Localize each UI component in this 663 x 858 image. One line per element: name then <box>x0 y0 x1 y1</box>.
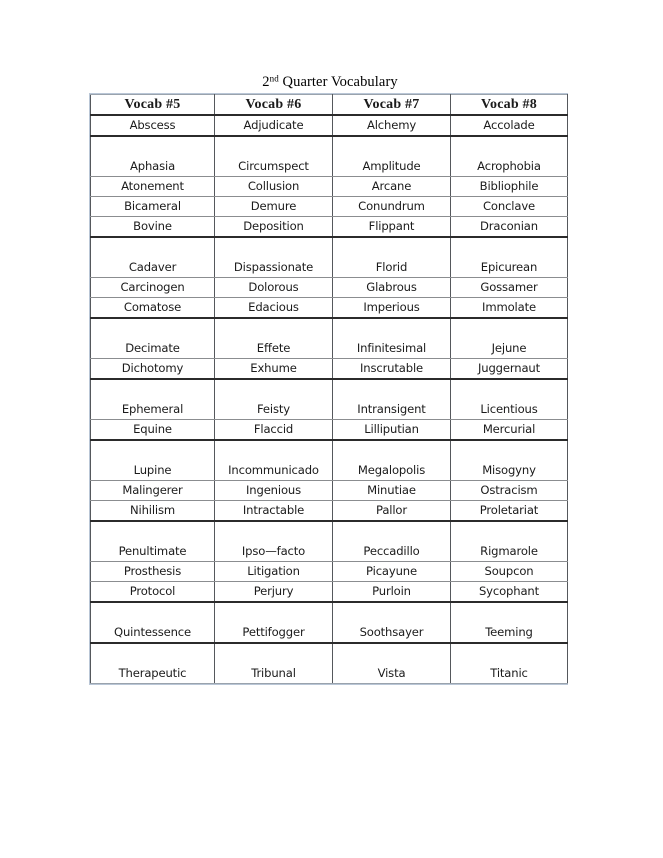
vocab-cell: Intransigent <box>333 379 451 420</box>
vocab-cell: Sycophant <box>451 582 568 603</box>
vocab-cell: Glabrous <box>333 278 451 298</box>
vocab-cell: Effete <box>215 318 333 359</box>
vocab-cell: Proletariat <box>451 501 568 522</box>
vocab-cell: Dichotomy <box>91 359 215 380</box>
table-row <box>91 440 568 481</box>
vocab-cell: Deposition <box>215 217 333 238</box>
vocab-cell: Flippant <box>333 217 451 238</box>
vocab-cell: Tribunal <box>215 643 333 684</box>
vocab-cell: Pettifogger <box>215 602 333 643</box>
vocab-cell: Edacious <box>215 298 333 319</box>
vocab-cell: Bibliophile <box>451 177 568 197</box>
vocab-cell: Perjury <box>215 582 333 603</box>
table-row <box>91 115 568 136</box>
vocab-cell: Immolate <box>451 298 568 319</box>
vocab-cell: Ephemeral <box>91 379 215 420</box>
vocab-cell: Abscess <box>91 115 215 136</box>
vocab-cell: Licentious <box>451 379 568 420</box>
vocab-cell: Adjudicate <box>215 115 333 136</box>
table-row <box>91 197 568 217</box>
vocab-cell: Soothsayer <box>333 602 451 643</box>
vocab-cell: Infinitesimal <box>333 318 451 359</box>
vocab-cell: Quintessence <box>91 602 215 643</box>
table-body <box>91 115 568 684</box>
column-header-vocab-6: Vocab #6 <box>215 95 333 116</box>
vocab-cell: Penultimate <box>91 521 215 562</box>
vocab-cell: Peccadillo <box>333 521 451 562</box>
vocabulary-table <box>90 94 568 684</box>
vocab-cell: Minutiae <box>333 481 451 501</box>
table-row <box>91 602 568 643</box>
vocab-cell: Lupine <box>91 440 215 481</box>
vocab-cell: Florid <box>333 237 451 278</box>
vocab-cell: Malingerer <box>91 481 215 501</box>
column-header-vocab-7: Vocab #7 <box>333 95 451 116</box>
vocab-cell: Alchemy <box>333 115 451 136</box>
vocab-cell: Flaccid <box>215 420 333 441</box>
vocab-cell: Intractable <box>215 501 333 522</box>
vocab-cell: Collusion <box>215 177 333 197</box>
vocab-cell: Feisty <box>215 379 333 420</box>
vocab-cell: Dispassionate <box>215 237 333 278</box>
vocab-cell: Demure <box>215 197 333 217</box>
vocab-cell: Ingenious <box>215 481 333 501</box>
table-row <box>91 481 568 501</box>
table-row <box>91 521 568 562</box>
vocab-cell: Megalopolis <box>333 440 451 481</box>
vocab-cell: Litigation <box>215 562 333 582</box>
vocab-cell: Ipso—facto <box>215 521 333 562</box>
vocab-cell: Imperious <box>333 298 451 319</box>
table-row <box>91 278 568 298</box>
table-row <box>91 582 568 603</box>
vocab-cell: Circumspect <box>215 136 333 177</box>
table-row <box>91 420 568 441</box>
table-row <box>91 136 568 177</box>
vocab-cell: Conundrum <box>333 197 451 217</box>
vocab-cell: Bicameral <box>91 197 215 217</box>
page-title <box>90 74 570 91</box>
table-row <box>91 298 568 319</box>
page-title-text: Quarter Vocabulary <box>278 74 398 90</box>
table-row <box>91 359 568 380</box>
vocab-cell: Picayune <box>333 562 451 582</box>
vocab-cell: Teeming <box>451 602 568 643</box>
vocab-cell: Gossamer <box>451 278 568 298</box>
vocab-cell: Misogyny <box>451 440 568 481</box>
vocab-cell: Therapeutic <box>91 643 215 684</box>
table-row <box>91 643 568 684</box>
table-row <box>91 237 568 278</box>
table-header-row <box>91 95 568 116</box>
column-header-vocab-5: Vocab #5 <box>91 95 215 116</box>
vocab-cell: Accolade <box>451 115 568 136</box>
column-header-vocab-8: Vocab #8 <box>451 95 568 116</box>
page-title-number: 2 <box>262 74 270 90</box>
vocabulary-table-container <box>89 93 568 685</box>
vocab-cell: Decimate <box>91 318 215 359</box>
vocab-cell: Rigmarole <box>451 521 568 562</box>
vocab-cell: Aphasia <box>91 136 215 177</box>
vocab-cell: Titanic <box>451 643 568 684</box>
vocab-cell: Conclave <box>451 197 568 217</box>
vocab-cell: Comatose <box>91 298 215 319</box>
vocab-cell: Cadaver <box>91 237 215 278</box>
vocab-cell: Arcane <box>333 177 451 197</box>
table-row <box>91 562 568 582</box>
table-row <box>91 501 568 522</box>
vocab-cell: Amplitude <box>333 136 451 177</box>
vocab-cell: Mercurial <box>451 420 568 441</box>
vocab-cell: Inscrutable <box>333 359 451 380</box>
vocab-cell: Dolorous <box>215 278 333 298</box>
vocab-cell: Bovine <box>91 217 215 238</box>
vocab-cell: Juggernaut <box>451 359 568 380</box>
vocab-cell: Ostracism <box>451 481 568 501</box>
vocab-cell: Epicurean <box>451 237 568 278</box>
table-row <box>91 177 568 197</box>
vocab-cell: Jejune <box>451 318 568 359</box>
vocab-cell: Pallor <box>333 501 451 522</box>
table-row <box>91 318 568 359</box>
vocab-cell: Prosthesis <box>91 562 215 582</box>
vocab-cell: Carcinogen <box>91 278 215 298</box>
vocab-cell: Protocol <box>91 582 215 603</box>
vocab-cell: Exhume <box>215 359 333 380</box>
vocab-cell: Vista <box>333 643 451 684</box>
vocab-cell: Acrophobia <box>451 136 568 177</box>
vocab-cell: Equine <box>91 420 215 441</box>
vocab-cell: Incommunicado <box>215 440 333 481</box>
vocab-cell: Soupcon <box>451 562 568 582</box>
vocab-cell: Purloin <box>333 582 451 603</box>
vocab-cell: Atonement <box>91 177 215 197</box>
table-row <box>91 217 568 238</box>
vocab-cell: Draconian <box>451 217 568 238</box>
table-header <box>91 95 568 116</box>
vocab-cell: Nihilism <box>91 501 215 522</box>
vocab-cell: Lilliputian <box>333 420 451 441</box>
table-row <box>91 379 568 420</box>
page-title-ordinal-suffix: nd <box>269 73 279 84</box>
